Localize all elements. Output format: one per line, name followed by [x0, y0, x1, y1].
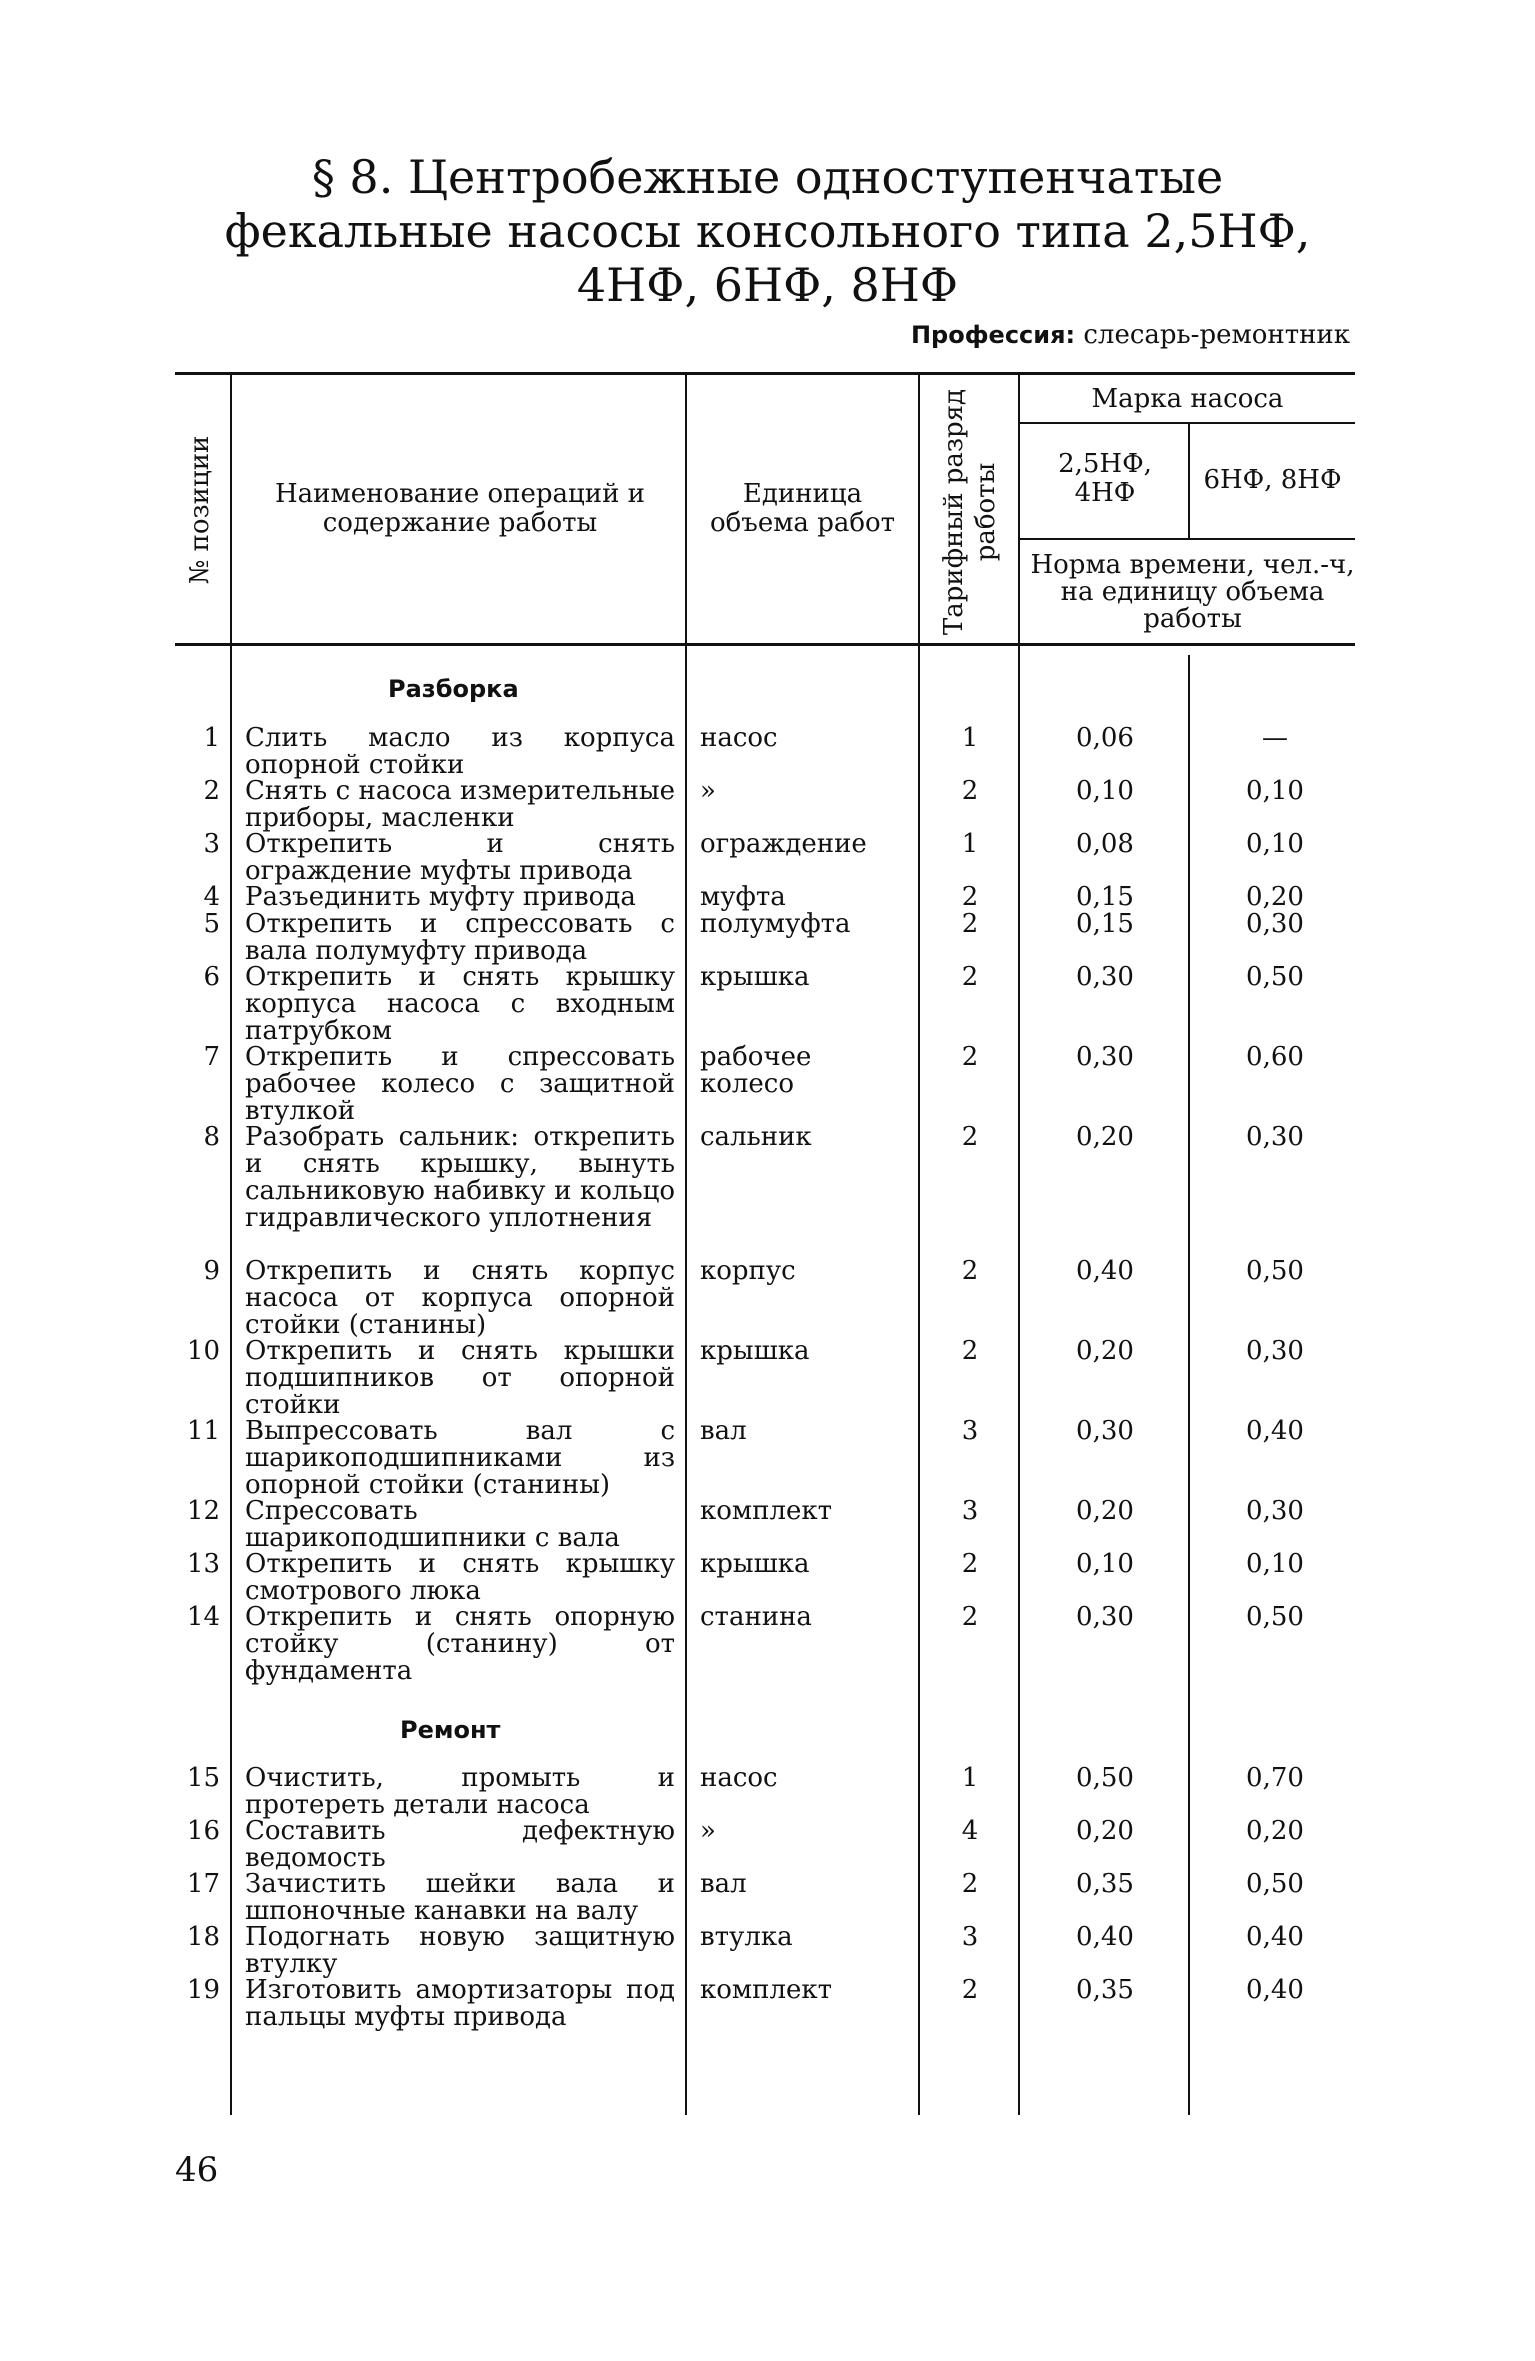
- row-grade: 4: [961, 1816, 979, 1846]
- row-position: 3: [203, 829, 220, 859]
- row-norm-25nf: 0,35: [1076, 1975, 1134, 2005]
- row-position: 8: [203, 1122, 220, 1152]
- row-norm-25nf: 0,08: [1076, 829, 1134, 859]
- title-line-2: фекальные насосы консольного типа 2,5НФ,: [224, 204, 1311, 258]
- row-norm-25nf: 0,35: [1076, 1869, 1134, 1899]
- norm-rule: [1020, 538, 1355, 540]
- row-unit: »: [700, 776, 716, 806]
- row-norm-6nf: —: [1262, 723, 1288, 753]
- row-norm-6nf: 0,40: [1246, 1922, 1304, 1952]
- row-position: 15: [186, 1763, 220, 1793]
- header-unit: Единица объема работ: [709, 479, 896, 538]
- row-norm-25nf: 0,50: [1076, 1763, 1134, 1793]
- col-divider-grade: [1018, 375, 1020, 2115]
- row-operation: Снять с насоса измерительные приборы, масленки: [245, 776, 675, 833]
- profession-label: Профессия:: [910, 321, 1076, 349]
- row-operation: Открепить и спрессовать с вала полумуфту привода: [245, 909, 675, 966]
- row-grade: 2: [961, 1975, 979, 2005]
- header-norm: Норма времени, чел.-ч, на единицу объема работы: [1030, 550, 1355, 634]
- row-unit: крышка: [700, 1336, 810, 1366]
- row-grade: 1: [961, 829, 979, 859]
- row-norm-6nf: 0,40: [1246, 1975, 1304, 2005]
- row-operation: Открепить и снять опорную стойку (станину) от фундамента: [245, 1602, 675, 1686]
- row-norm-25nf: 0,10: [1076, 776, 1134, 806]
- row-grade: 2: [961, 1602, 979, 1632]
- row-operation: Открепить и спрессовать рабочее колесо с защитной втулкой: [245, 1042, 675, 1126]
- row-position: 16: [186, 1816, 220, 1846]
- row-unit: рабочее колесо: [700, 1042, 812, 1099]
- row-unit: муфта: [700, 882, 786, 912]
- row-operation: Спрессовать шарикоподшипники с вала: [245, 1496, 620, 1553]
- row-norm-25nf: 0,30: [1076, 962, 1134, 992]
- row-position: 1: [203, 723, 220, 753]
- row-operation: Выпрессовать вал с шарикоподшипниками из опорной стойки (станины): [245, 1416, 675, 1500]
- row-norm-25nf: 0,06: [1076, 723, 1134, 753]
- col-divider-unit: [918, 375, 920, 2115]
- row-unit: насос: [700, 723, 778, 753]
- row-position: 7: [203, 1042, 220, 1072]
- col-divider-pos: [230, 375, 232, 2115]
- title-line-1: § 8. Центробежные одноступенчатые: [311, 150, 1224, 204]
- row-norm-6nf: 0,40: [1246, 1416, 1304, 1446]
- row-norm-6nf: 0,10: [1246, 776, 1304, 806]
- row-operation: Зачистить шейки вала и шпоночные канавки на валу: [245, 1869, 675, 1926]
- row-position: 10: [186, 1336, 220, 1366]
- page-number: 46: [175, 2150, 219, 2190]
- row-norm-25nf: 0,20: [1076, 1816, 1134, 1846]
- header-name: Наименование операций и содержание работы: [274, 479, 646, 538]
- row-norm-25nf: 0,15: [1076, 909, 1134, 939]
- row-unit: полумуфта: [700, 909, 851, 939]
- row-grade: 3: [961, 1496, 979, 1526]
- row-unit: крышка: [700, 962, 810, 992]
- row-position: 14: [186, 1602, 220, 1632]
- row-norm-6nf: 0,70: [1246, 1763, 1304, 1793]
- row-operation: Подогнать новую защитную втулку: [245, 1922, 675, 1979]
- row-position: 2: [203, 776, 220, 806]
- row-norm-25nf: 0,30: [1076, 1416, 1134, 1446]
- row-unit: крышка: [700, 1549, 810, 1579]
- row-operation: Разъединить муфту привода: [245, 882, 636, 912]
- row-grade: 3: [961, 1922, 979, 1952]
- row-norm-25nf: 0,20: [1076, 1122, 1134, 1152]
- profession-value: слесарь-ремонтник: [1083, 320, 1350, 350]
- row-norm-25nf: 0,10: [1076, 1549, 1134, 1579]
- row-unit: станина: [700, 1602, 812, 1632]
- row-norm-6nf: 0,60: [1246, 1042, 1304, 1072]
- row-grade: 2: [961, 1336, 979, 1366]
- header-brand: Марка насоса: [1091, 384, 1284, 414]
- row-unit: сальник: [700, 1122, 812, 1152]
- row-grade: 2: [961, 1869, 979, 1899]
- row-norm-6nf: 0,10: [1246, 829, 1304, 859]
- row-norm-25nf: 0,20: [1076, 1336, 1134, 1366]
- header-col-2: 6НФ, 8НФ: [1203, 465, 1342, 495]
- row-unit: корпус: [700, 1256, 796, 1286]
- row-norm-25nf: 0,40: [1076, 1922, 1134, 1952]
- row-position: 17: [186, 1869, 220, 1899]
- row-operation: Открепить и снять корпус насоса от корпуса опорной стойки (станины): [245, 1256, 675, 1340]
- row-operation: Составить дефектную ведомость: [245, 1816, 675, 1873]
- row-position: 12: [186, 1496, 220, 1526]
- row-operation: Разобрать сальник: открепить и снять крышку, вынуть сальниковую набивку и кольцо гидравлического уплотнения: [245, 1122, 675, 1233]
- row-norm-25nf: 0,20: [1076, 1496, 1134, 1526]
- row-grade: 2: [961, 1042, 979, 1072]
- row-unit: ограждение: [700, 829, 867, 859]
- row-position: 9: [203, 1256, 220, 1286]
- row-position: 6: [203, 962, 220, 992]
- row-position: 4: [203, 882, 220, 912]
- row-position: 19: [186, 1975, 220, 2005]
- section-heading-repair: Ремонт: [400, 1716, 501, 1744]
- row-norm-6nf: 0,50: [1246, 1869, 1304, 1899]
- row-norm-6nf: 0,50: [1246, 1256, 1304, 1286]
- row-norm-25nf: 0,40: [1076, 1256, 1134, 1286]
- row-grade: 2: [961, 882, 979, 912]
- row-norm-25nf: 0,15: [1076, 882, 1134, 912]
- row-operation: Изготовить амортизаторы под пальцы муфты привода: [245, 1975, 675, 2032]
- row-position: 13: [186, 1549, 220, 1579]
- row-operation: Открепить и снять крышку смотрового люка: [245, 1549, 675, 1606]
- row-norm-25nf: 0,30: [1076, 1042, 1134, 1072]
- col-divider-name: [685, 375, 687, 2115]
- row-unit: насос: [700, 1763, 778, 1793]
- row-unit: вал: [700, 1869, 747, 1899]
- row-norm-6nf: 0,30: [1246, 1496, 1304, 1526]
- row-grade: 1: [961, 723, 979, 753]
- row-grade: 2: [961, 1122, 979, 1152]
- row-norm-6nf: 0,10: [1246, 1549, 1304, 1579]
- row-operation: Открепить и снять ограждение муфты привода: [245, 829, 675, 886]
- row-grade: 2: [961, 909, 979, 939]
- row-position: 18: [186, 1922, 220, 1952]
- title-line-3: 4НФ, 6НФ, 8НФ: [576, 258, 959, 312]
- table-top-rule: [175, 372, 1355, 375]
- row-norm-6nf: 0,50: [1246, 962, 1304, 992]
- row-operation: Открепить и снять крышки подшипников от опорной стойки: [245, 1336, 675, 1420]
- row-operation: Открепить и снять крышку корпуса насоса с входным патрубком: [245, 962, 675, 1046]
- page-title: [0, 150, 1535, 312]
- row-grade: 3: [961, 1416, 979, 1446]
- row-unit: комплект: [700, 1496, 832, 1526]
- row-grade: 1: [961, 1763, 979, 1793]
- row-grade: 2: [961, 1549, 979, 1579]
- profession-line: [911, 320, 1350, 350]
- row-unit: втулка: [700, 1922, 793, 1952]
- row-grade: 2: [961, 962, 979, 992]
- row-unit: »: [700, 1816, 716, 1846]
- header-grade: Тарифный разряд работы: [939, 388, 1001, 636]
- header-pos: № позиции: [185, 435, 215, 585]
- row-norm-25nf: 0,30: [1076, 1602, 1134, 1632]
- row-norm-6nf: 0,30: [1246, 1122, 1304, 1152]
- row-grade: 2: [961, 1256, 979, 1286]
- row-norm-6nf: 0,30: [1246, 909, 1304, 939]
- header-col-1: 2,5НФ, 4НФ: [1058, 449, 1152, 508]
- row-norm-6nf: 0,30: [1246, 1336, 1304, 1366]
- row-unit: вал: [700, 1416, 747, 1446]
- section-heading-disassembly: Разборка: [388, 675, 519, 703]
- row-grade: 2: [961, 776, 979, 806]
- row-norm-6nf: 0,20: [1246, 882, 1304, 912]
- col-divider-brand: [1188, 655, 1190, 2115]
- row-position: 11: [186, 1416, 220, 1446]
- table-header-rule: [175, 643, 1355, 646]
- row-unit: комплект: [700, 1975, 832, 2005]
- row-operation: Слить масло из корпуса опорной стойки: [245, 723, 675, 780]
- row-norm-6nf: 0,50: [1246, 1602, 1304, 1632]
- row-position: 5: [203, 909, 220, 939]
- row-norm-6nf: 0,20: [1246, 1816, 1304, 1846]
- row-operation: Очистить, промыть и протереть детали насоса: [245, 1763, 675, 1820]
